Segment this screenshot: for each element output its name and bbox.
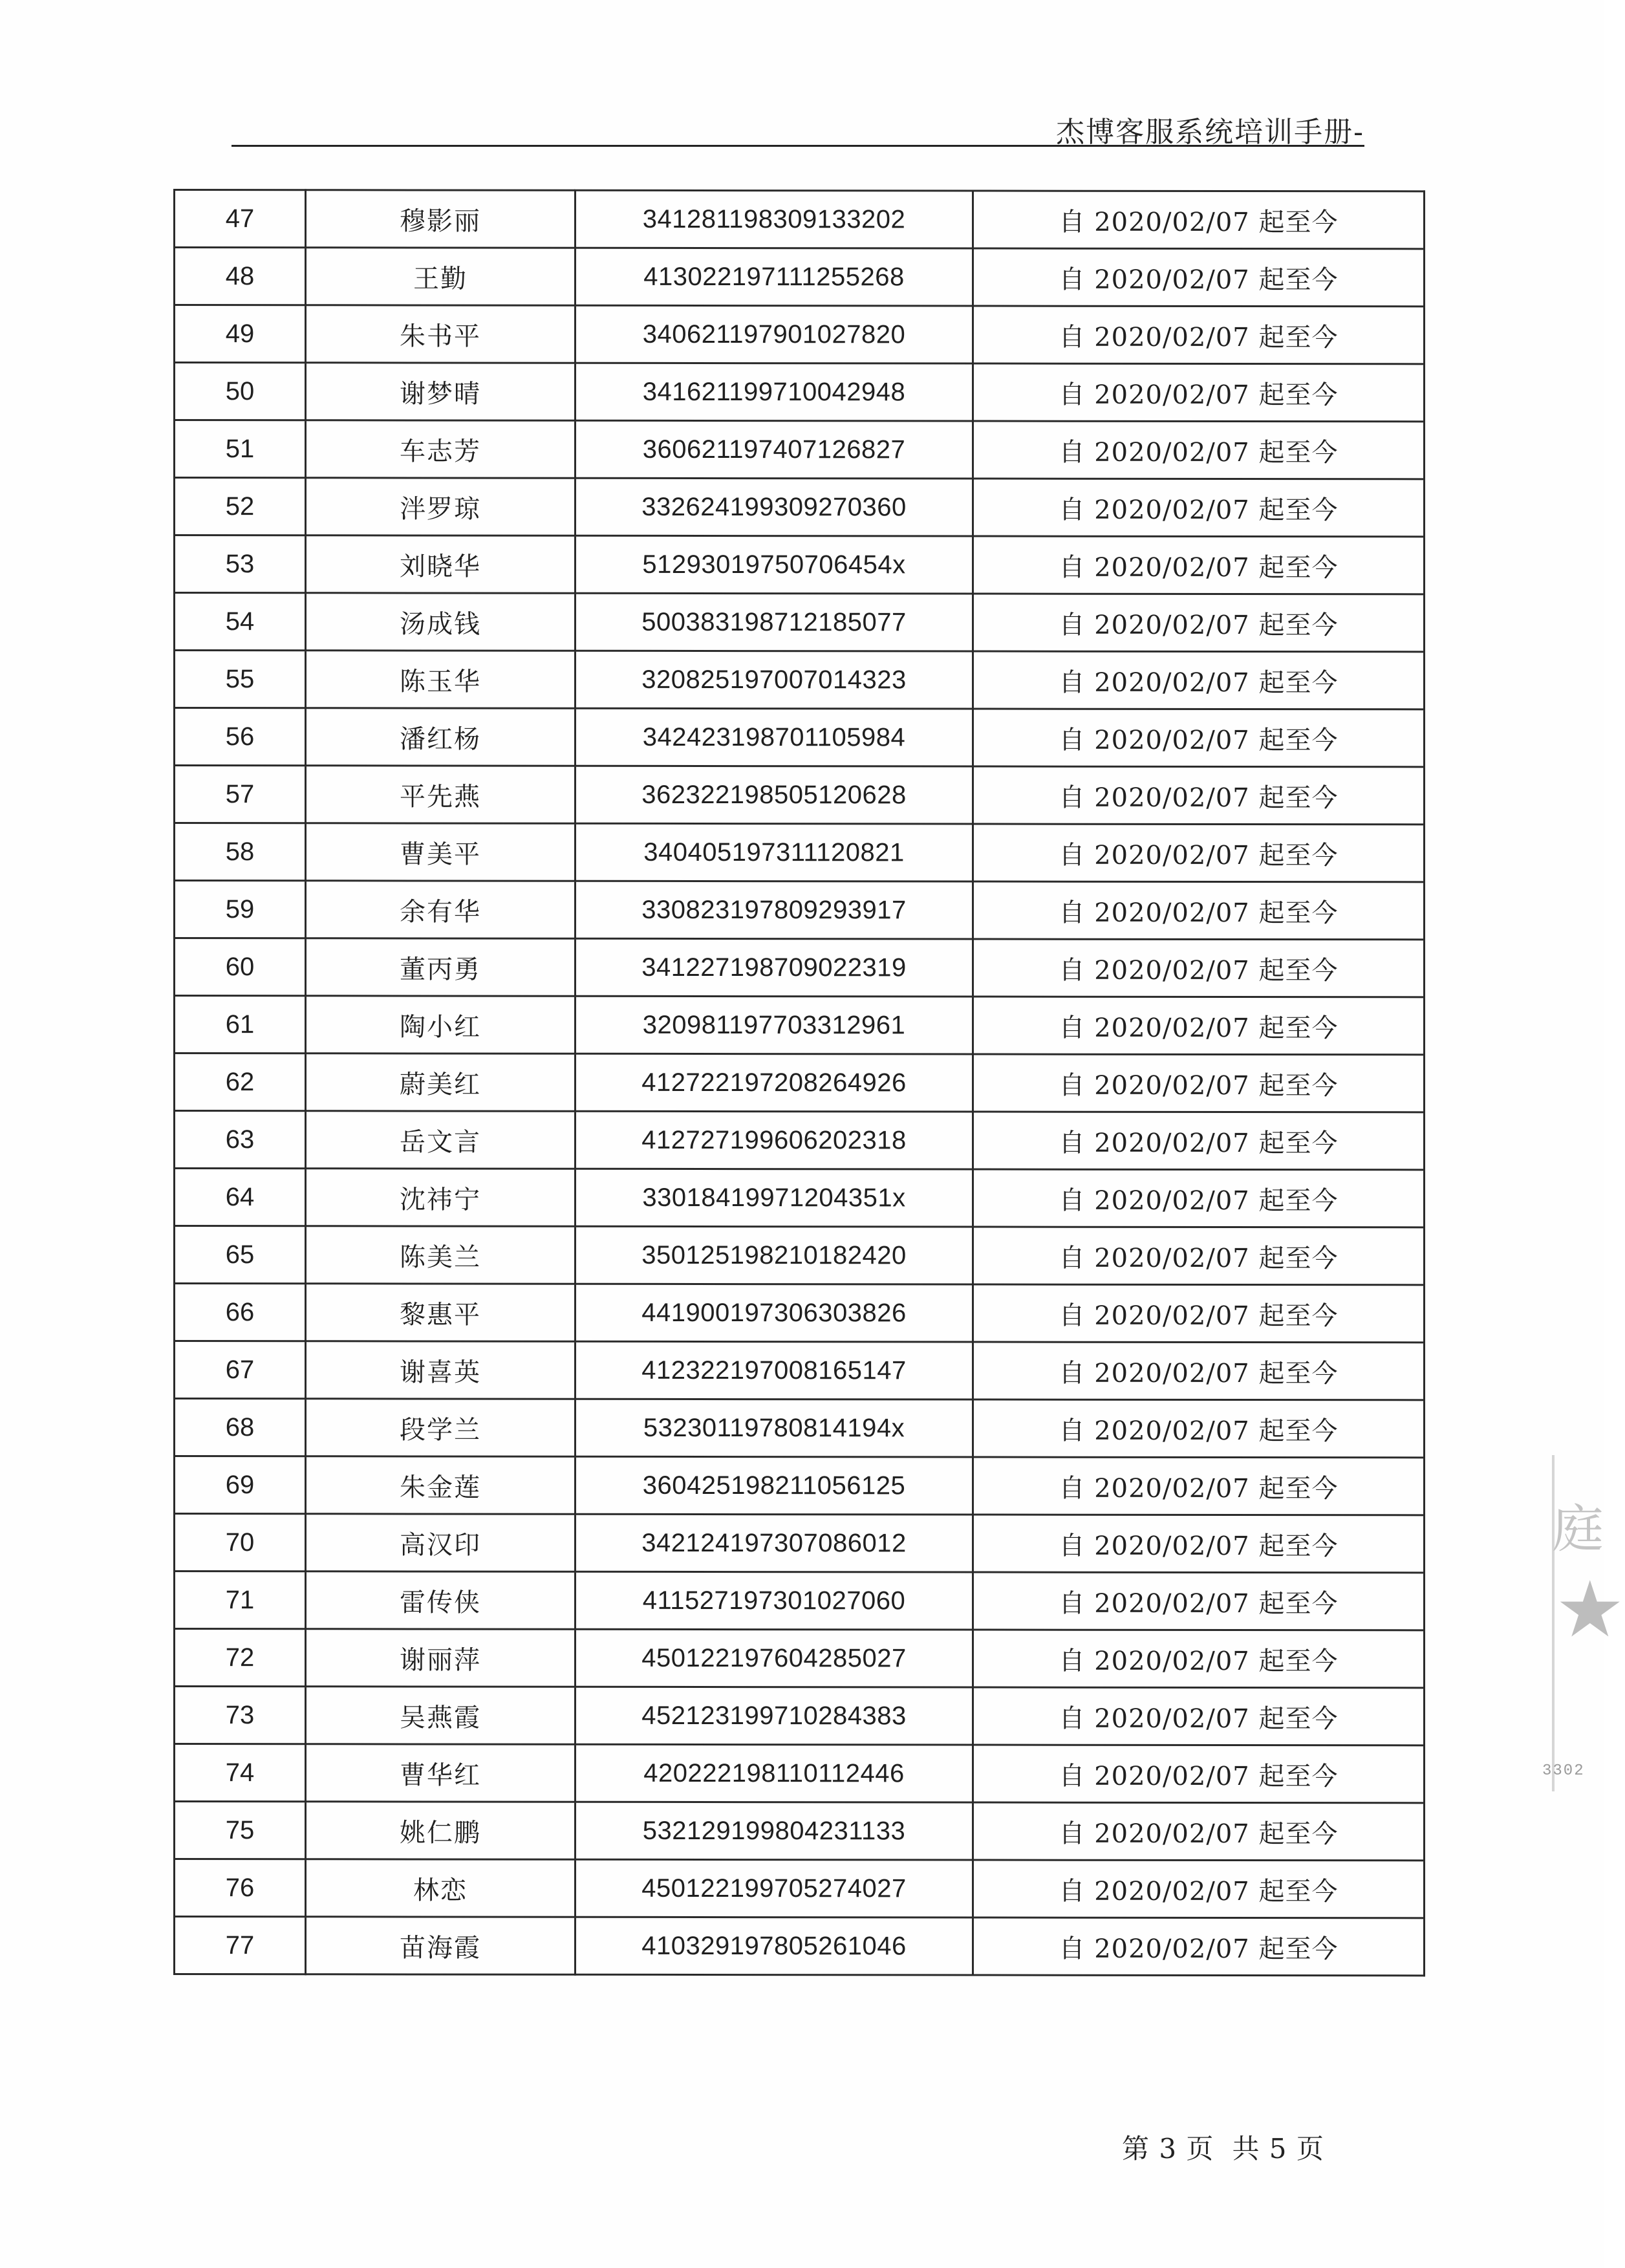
row-name: 岳文言 bbox=[306, 1111, 576, 1169]
row-name: 谢梦晴 bbox=[306, 363, 576, 421]
row-number: 57 bbox=[175, 766, 306, 823]
table-row bbox=[175, 823, 1425, 882]
row-number: 68 bbox=[175, 1399, 306, 1456]
row-name: 车志芳 bbox=[306, 420, 576, 479]
row-period: 自 2020/02/07 起至今 bbox=[973, 1630, 1425, 1688]
row-number: 63 bbox=[175, 1111, 306, 1169]
table-row bbox=[175, 1456, 1425, 1515]
row-id-number: 452123199710284383 bbox=[576, 1687, 973, 1745]
row-number: 77 bbox=[175, 1917, 306, 1974]
table-row bbox=[175, 535, 1425, 594]
table-row bbox=[175, 1284, 1425, 1343]
table-row bbox=[175, 1053, 1425, 1112]
row-name: 朱书平 bbox=[306, 305, 576, 363]
table-row bbox=[175, 1802, 1425, 1861]
row-period: 自 2020/02/07 起至今 bbox=[973, 248, 1425, 307]
row-period: 自 2020/02/07 起至今 bbox=[973, 1399, 1425, 1458]
row-name: 陶小红 bbox=[306, 996, 576, 1054]
row-name: 刘晓华 bbox=[306, 535, 576, 594]
table-row bbox=[175, 593, 1425, 652]
row-number: 48 bbox=[175, 248, 306, 305]
row-name: 平先燕 bbox=[306, 766, 576, 824]
row-period: 自 2020/02/07 起至今 bbox=[973, 651, 1425, 709]
row-number: 66 bbox=[175, 1284, 306, 1341]
row-name: 潘红杨 bbox=[306, 708, 576, 766]
row-number: 76 bbox=[175, 1859, 306, 1917]
table-row bbox=[175, 881, 1425, 940]
row-name: 高汉印 bbox=[306, 1514, 576, 1572]
row-number: 61 bbox=[175, 996, 306, 1053]
row-period: 自 2020/02/07 起至今 bbox=[973, 1054, 1425, 1112]
row-period: 自 2020/02/07 起至今 bbox=[973, 594, 1425, 652]
row-id-number: 412722197208264926 bbox=[576, 1053, 973, 1112]
row-id-number: 341621199710042948 bbox=[576, 363, 973, 421]
row-period: 自 2020/02/07 起至今 bbox=[973, 766, 1425, 825]
row-name: 曹美平 bbox=[306, 823, 576, 881]
row-id-number: 341227198709022319 bbox=[576, 938, 973, 997]
row-period: 自 2020/02/07 起至今 bbox=[973, 479, 1425, 537]
row-id-number: 332624199309270360 bbox=[576, 478, 973, 536]
row-name: 曹华红 bbox=[306, 1744, 576, 1802]
row-id-number: 320981197703312961 bbox=[576, 996, 973, 1054]
row-period: 自 2020/02/07 起至今 bbox=[973, 1342, 1425, 1400]
row-period: 自 2020/02/07 起至今 bbox=[973, 881, 1425, 940]
table-row bbox=[175, 1744, 1425, 1803]
row-id-number: 360425198211056125 bbox=[576, 1456, 973, 1515]
row-name: 朱金莲 bbox=[306, 1456, 576, 1515]
row-id-number: 450122197604285027 bbox=[576, 1629, 973, 1687]
table-row bbox=[175, 305, 1425, 364]
row-number: 62 bbox=[175, 1053, 306, 1111]
row-number: 58 bbox=[175, 823, 306, 881]
row-name: 汤成钱 bbox=[306, 593, 576, 651]
row-number: 70 bbox=[175, 1514, 306, 1571]
row-number: 75 bbox=[175, 1802, 306, 1859]
row-period: 自 2020/02/07 起至今 bbox=[973, 1457, 1425, 1515]
row-id-number: 340405197311120821 bbox=[576, 823, 973, 881]
running-header-title: 杰博客服系统培训手册- bbox=[1056, 116, 1364, 149]
row-id-number: 362322198505120628 bbox=[576, 766, 973, 824]
row-id-number: 412727199606202318 bbox=[576, 1111, 973, 1169]
table-row bbox=[175, 1571, 1425, 1630]
row-number: 69 bbox=[175, 1456, 306, 1514]
row-number: 47 bbox=[175, 190, 306, 248]
row-number: 72 bbox=[175, 1629, 306, 1687]
row-period: 自 2020/02/07 起至今 bbox=[973, 1112, 1425, 1170]
row-id-number: 350125198210182420 bbox=[576, 1226, 973, 1284]
seal-stamp-glyph: 庭 bbox=[1552, 1499, 1604, 1559]
row-name: 泮罗琼 bbox=[306, 478, 576, 536]
row-name: 谢丽萍 bbox=[306, 1629, 576, 1687]
row-number: 60 bbox=[175, 938, 306, 996]
row-id-number: 412322197008165147 bbox=[576, 1341, 973, 1399]
row-name: 苗海霞 bbox=[306, 1917, 576, 1975]
row-period: 自 2020/02/07 起至今 bbox=[973, 939, 1425, 997]
row-name: 姚仁鹏 bbox=[306, 1802, 576, 1860]
row-number: 65 bbox=[175, 1226, 306, 1284]
table-row bbox=[175, 1399, 1425, 1458]
row-number: 56 bbox=[175, 708, 306, 766]
row-name: 雷传侠 bbox=[306, 1571, 576, 1630]
row-number: 59 bbox=[175, 881, 306, 938]
table-row bbox=[175, 1687, 1425, 1745]
row-number: 74 bbox=[175, 1744, 306, 1802]
row-number: 51 bbox=[175, 420, 306, 478]
row-period: 自 2020/02/07 起至今 bbox=[973, 824, 1425, 882]
table-row bbox=[175, 1169, 1425, 1227]
table-row bbox=[175, 1859, 1425, 1918]
table-row bbox=[175, 248, 1425, 307]
row-period: 自 2020/02/07 起至今 bbox=[973, 536, 1425, 594]
roster-table bbox=[173, 189, 1425, 1976]
row-id-number: 360621197407126827 bbox=[576, 420, 973, 479]
row-name: 吴燕霞 bbox=[306, 1687, 576, 1745]
table-row bbox=[175, 1514, 1425, 1573]
row-number: 55 bbox=[175, 651, 306, 708]
table-row bbox=[175, 651, 1425, 709]
row-name: 穆影丽 bbox=[306, 190, 576, 248]
row-number: 73 bbox=[175, 1687, 306, 1744]
row-period: 自 2020/02/07 起至今 bbox=[973, 709, 1425, 767]
roster-table-wrapper bbox=[173, 189, 1425, 1976]
row-number: 67 bbox=[175, 1341, 306, 1399]
row-name: 黎惠平 bbox=[306, 1284, 576, 1342]
row-period: 自 2020/02/07 起至今 bbox=[973, 1917, 1425, 1976]
row-period: 自 2020/02/07 起至今 bbox=[973, 1169, 1425, 1227]
row-period: 自 2020/02/07 起至今 bbox=[973, 997, 1425, 1055]
row-number: 50 bbox=[175, 363, 306, 420]
row-number: 64 bbox=[175, 1169, 306, 1226]
row-id-number: 410329197805261046 bbox=[576, 1917, 973, 1975]
row-id-number: 33018419971204351x bbox=[576, 1169, 973, 1227]
row-name: 谢喜英 bbox=[306, 1341, 576, 1399]
row-id-number: 341281198309133202 bbox=[576, 190, 973, 248]
page-current: 第 3 页 bbox=[1122, 2133, 1214, 2165]
table-row bbox=[175, 938, 1425, 997]
row-period: 自 2020/02/07 起至今 bbox=[973, 421, 1425, 479]
seal-star-icon: ★ bbox=[1555, 1565, 1625, 1655]
row-number: 53 bbox=[175, 535, 306, 593]
row-id-number: 53230119780814194x bbox=[576, 1399, 973, 1457]
row-period: 自 2020/02/07 起至今 bbox=[973, 1802, 1425, 1861]
row-number: 54 bbox=[175, 593, 306, 651]
row-id-number: 420222198110112446 bbox=[576, 1744, 973, 1802]
table-row bbox=[175, 420, 1425, 479]
row-id-number: 441900197306303826 bbox=[576, 1284, 973, 1342]
table-row bbox=[175, 1629, 1425, 1688]
row-period: 自 2020/02/07 起至今 bbox=[973, 1860, 1425, 1918]
row-id-number: 411527197301027060 bbox=[576, 1571, 973, 1630]
row-id-number: 340621197901027820 bbox=[576, 305, 973, 363]
row-name: 蔚美红 bbox=[306, 1053, 576, 1112]
page-footer bbox=[1122, 2128, 1324, 2166]
row-period: 自 2020/02/07 起至今 bbox=[973, 1572, 1425, 1630]
row-period: 自 2020/02/07 起至今 bbox=[973, 1227, 1425, 1285]
row-name: 陈玉华 bbox=[306, 651, 576, 709]
row-id-number: 413022197111255268 bbox=[576, 248, 973, 306]
row-name: 林恋 bbox=[306, 1859, 576, 1917]
roster-table-body bbox=[175, 190, 1425, 1976]
row-name: 余有华 bbox=[306, 881, 576, 939]
row-period: 自 2020/02/07 起至今 bbox=[973, 1515, 1425, 1573]
row-number: 71 bbox=[175, 1571, 306, 1629]
row-period: 自 2020/02/07 起至今 bbox=[973, 363, 1425, 422]
table-row bbox=[175, 190, 1425, 249]
row-period: 自 2020/02/07 起至今 bbox=[973, 1687, 1425, 1745]
row-number: 52 bbox=[175, 478, 306, 535]
row-period: 自 2020/02/07 起至今 bbox=[973, 1745, 1425, 1803]
row-period: 自 2020/02/07 起至今 bbox=[973, 1284, 1425, 1343]
row-period: 自 2020/02/07 起至今 bbox=[973, 306, 1425, 364]
row-name: 王勤 bbox=[306, 248, 576, 306]
header-rule bbox=[231, 145, 1364, 147]
table-row bbox=[175, 478, 1425, 537]
table-row bbox=[175, 1226, 1425, 1285]
table-row bbox=[175, 363, 1425, 422]
page-total: 共 5 页 bbox=[1232, 2133, 1324, 2165]
table-row bbox=[175, 996, 1425, 1055]
table-row bbox=[175, 766, 1425, 825]
row-name: 段学兰 bbox=[306, 1399, 576, 1457]
row-name: 陈美兰 bbox=[306, 1226, 576, 1284]
row-period: 自 2020/02/07 起至今 bbox=[973, 191, 1425, 249]
row-id-number: 320825197007014323 bbox=[576, 651, 973, 709]
row-name: 董丙勇 bbox=[306, 938, 576, 997]
table-row bbox=[175, 1341, 1425, 1400]
row-id-number: 342423198701105984 bbox=[576, 708, 973, 766]
row-id-number: 330823197809293917 bbox=[576, 881, 973, 939]
table-row bbox=[175, 1111, 1425, 1170]
row-number: 49 bbox=[175, 305, 306, 363]
row-id-number: 450122199705274027 bbox=[576, 1859, 973, 1917]
table-row bbox=[175, 708, 1425, 767]
seal-stamp-number: 3302 bbox=[1542, 1762, 1585, 1780]
row-id-number: 500383198712185077 bbox=[576, 593, 973, 651]
row-id-number: 51293019750706454x bbox=[576, 535, 973, 594]
row-id-number: 342124197307086012 bbox=[576, 1514, 973, 1572]
row-id-number: 532129199804231133 bbox=[576, 1802, 973, 1860]
row-name: 沈祎宁 bbox=[306, 1169, 576, 1227]
table-row bbox=[175, 1917, 1425, 1976]
